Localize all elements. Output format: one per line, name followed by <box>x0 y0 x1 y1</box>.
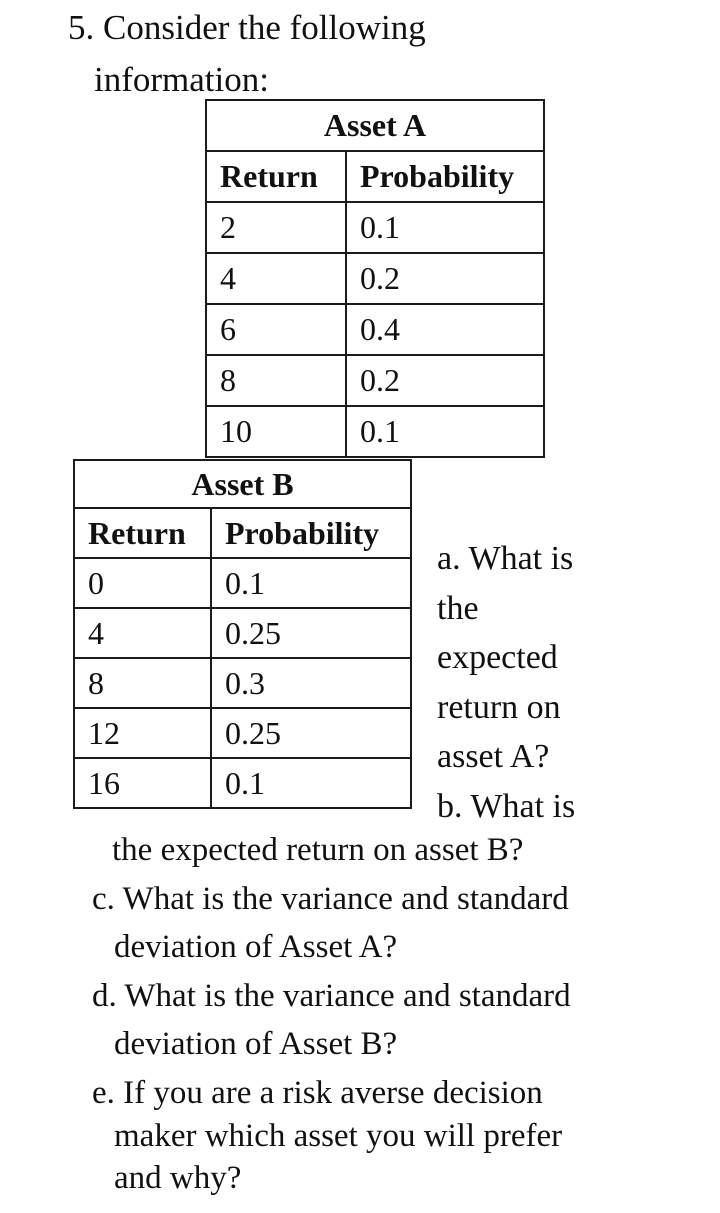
table-row <box>206 355 544 406</box>
return-cell: 6 <box>206 304 346 355</box>
question-text-line: the expected return on asset B? <box>112 832 524 868</box>
asset-a-table-title: Asset A <box>206 100 544 151</box>
probability-cell: 0.3 <box>211 658 411 708</box>
probability-cell: 0.1 <box>346 406 544 457</box>
question-text-line: deviation of Asset A? <box>114 929 398 965</box>
question-text-line: return on <box>437 688 561 726</box>
asset-b-table <box>73 459 412 809</box>
return-cell: 0 <box>74 558 211 608</box>
table-row <box>206 406 544 457</box>
table-header-row <box>74 508 411 558</box>
question-ab-wrapped-column <box>437 534 575 831</box>
probability-cell: 0.1 <box>211 558 411 608</box>
question-text-line: e. If you are a risk averse decision <box>92 1075 543 1111</box>
question-text-line: c. What is the variance and standard <box>92 881 569 917</box>
problem-intro-line-1: 5. Consider the following <box>68 8 426 47</box>
column-header-return: Return <box>206 151 346 202</box>
probability-cell: 0.2 <box>346 253 544 304</box>
table-row <box>206 202 544 253</box>
asset-a-table <box>205 99 545 458</box>
question-text-line: the <box>437 589 479 627</box>
table-header-row <box>206 151 544 202</box>
table-row <box>206 304 544 355</box>
table-row <box>74 708 411 758</box>
probability-cell: 0.25 <box>211 708 411 758</box>
question-text-line: and why? <box>114 1160 242 1196</box>
question-text-line: asset A? <box>437 738 550 775</box>
question-text-line: deviation of Asset B? <box>114 1026 398 1062</box>
probability-cell: 0.1 <box>211 758 411 808</box>
return-cell: 2 <box>206 202 346 253</box>
return-cell: 16 <box>74 758 211 808</box>
probability-cell: 0.2 <box>346 355 544 406</box>
question-text-line: a. What is <box>437 540 574 577</box>
column-header-probability: Probability <box>346 151 544 202</box>
return-cell: 4 <box>74 608 211 658</box>
asset-b-table-title: Asset B <box>74 460 411 508</box>
table-row <box>74 658 411 708</box>
question-text-line: d. What is the variance and standard <box>92 978 571 1014</box>
probability-cell: 0.25 <box>211 608 411 658</box>
question-text-line: b. What is <box>437 787 576 825</box>
column-header-return: Return <box>74 508 211 558</box>
column-header-probability: Probability <box>211 508 411 558</box>
table-row <box>74 758 411 808</box>
probability-cell: 0.4 <box>346 304 544 355</box>
problem-intro-line-2: information: <box>94 60 269 99</box>
return-cell: 4 <box>206 253 346 304</box>
table-row <box>206 253 544 304</box>
return-cell: 12 <box>74 708 211 758</box>
table-row <box>74 608 411 658</box>
question-text-line: maker which asset you will prefer <box>114 1118 563 1154</box>
probability-cell: 0.1 <box>346 202 544 253</box>
return-cell: 8 <box>206 355 346 406</box>
table-title-row <box>206 100 544 151</box>
return-cell: 8 <box>74 658 211 708</box>
question-text-line: expected <box>437 639 558 676</box>
return-cell: 10 <box>206 406 346 457</box>
table-row <box>74 558 411 608</box>
table-title-row <box>74 460 411 508</box>
